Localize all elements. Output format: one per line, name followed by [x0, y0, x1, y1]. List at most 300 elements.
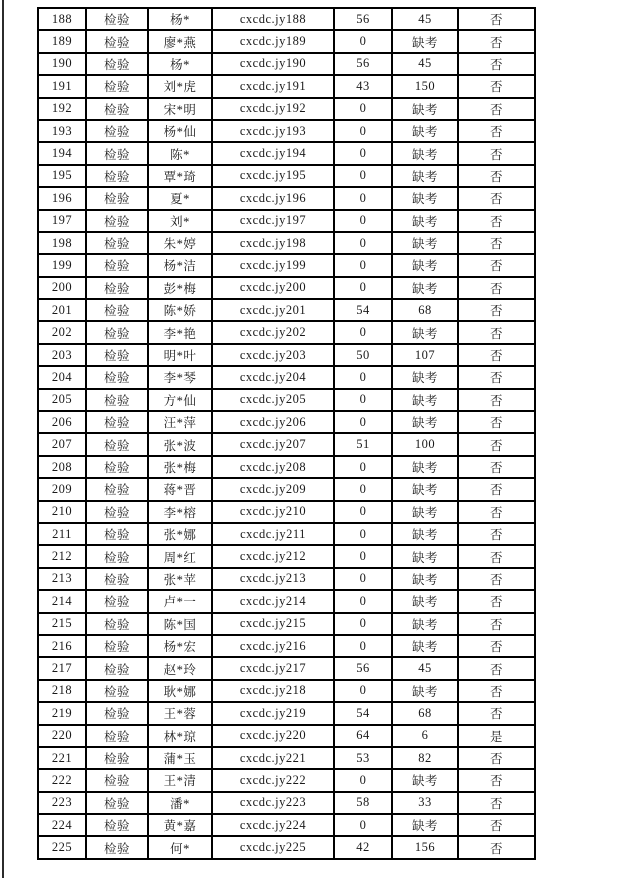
table-cell: 检验 — [86, 165, 148, 187]
table-cell: 汪*萍 — [148, 411, 212, 433]
table-cell: 缺考 — [392, 366, 458, 388]
table-cell: 检验 — [86, 8, 148, 30]
table-cell: 217 — [38, 657, 86, 679]
table-cell: 否 — [458, 366, 535, 388]
table-cell: cxcdc.jy193 — [212, 120, 334, 142]
table-cell: 是 — [458, 725, 535, 747]
table-cell: 李*琴 — [148, 366, 212, 388]
table-cell: 0 — [334, 321, 392, 343]
table-cell: 王*清 — [148, 769, 212, 791]
table-cell: 68 — [392, 702, 458, 724]
table-cell: 缺考 — [392, 769, 458, 791]
table-cell: 检验 — [86, 53, 148, 75]
table-cell: 否 — [458, 456, 535, 478]
table-cell: 156 — [392, 836, 458, 858]
table-row — [38, 411, 535, 433]
table-cell: cxcdc.jy222 — [212, 769, 334, 791]
table-cell: cxcdc.jy203 — [212, 344, 334, 366]
table-row — [38, 433, 535, 455]
table-cell: 否 — [458, 545, 535, 567]
table-cell: 否 — [458, 613, 535, 635]
table-cell: 54 — [334, 702, 392, 724]
table-cell: 0 — [334, 254, 392, 276]
table-cell: 192 — [38, 98, 86, 120]
table-cell: 缺考 — [392, 456, 458, 478]
table-cell: 193 — [38, 120, 86, 142]
table-cell: 张*苹 — [148, 568, 212, 590]
table-cell: 卢*一 — [148, 590, 212, 612]
table-cell: 刘*虎 — [148, 75, 212, 97]
table-cell: 否 — [458, 769, 535, 791]
table-cell: 否 — [458, 478, 535, 500]
table-cell: 缺考 — [392, 501, 458, 523]
table-cell: 检验 — [86, 545, 148, 567]
table-cell: 否 — [458, 814, 535, 836]
table-row — [38, 187, 535, 209]
table-cell: cxcdc.jy211 — [212, 523, 334, 545]
table-cell: 检验 — [86, 523, 148, 545]
table-row — [38, 30, 535, 52]
table-cell: 缺考 — [392, 635, 458, 657]
table-cell: 188 — [38, 8, 86, 30]
table-cell: 191 — [38, 75, 86, 97]
table-cell: 195 — [38, 165, 86, 187]
table-cell: 0 — [334, 478, 392, 500]
table-cell: 缺考 — [392, 411, 458, 433]
table-cell: 194 — [38, 142, 86, 164]
table-cell: cxcdc.jy197 — [212, 210, 334, 232]
table-cell: 检验 — [86, 299, 148, 321]
table-cell: 58 — [334, 792, 392, 814]
table-cell: cxcdc.jy221 — [212, 747, 334, 769]
table-cell: 51 — [334, 433, 392, 455]
table-cell: 否 — [458, 635, 535, 657]
table-cell: 201 — [38, 299, 86, 321]
table-cell: cxcdc.jy204 — [212, 366, 334, 388]
table-cell: 0 — [334, 411, 392, 433]
table-cell: 222 — [38, 769, 86, 791]
table-cell: 82 — [392, 747, 458, 769]
table-cell: 42 — [334, 836, 392, 858]
table-cell: 否 — [458, 792, 535, 814]
table-cell: 196 — [38, 187, 86, 209]
table-cell: 缺考 — [392, 187, 458, 209]
table-cell: 68 — [392, 299, 458, 321]
table-cell: 缺考 — [392, 165, 458, 187]
table-cell: 检验 — [86, 254, 148, 276]
table-cell: cxcdc.jy213 — [212, 568, 334, 590]
table-cell: 0 — [334, 769, 392, 791]
table-row — [38, 613, 535, 635]
table-cell: 宋*明 — [148, 98, 212, 120]
table-cell: 否 — [458, 411, 535, 433]
table-cell: 检验 — [86, 366, 148, 388]
table-cell: 0 — [334, 187, 392, 209]
table-cell: 否 — [458, 523, 535, 545]
table-cell: 缺考 — [392, 389, 458, 411]
table-cell: 56 — [334, 657, 392, 679]
page-edge-line — [2, 0, 4, 878]
table-cell: 212 — [38, 545, 86, 567]
table-cell: 否 — [458, 142, 535, 164]
table-cell: 朱*婷 — [148, 232, 212, 254]
table-cell: 张*娜 — [148, 523, 212, 545]
table-cell: 6 — [392, 725, 458, 747]
table-cell: 缺考 — [392, 523, 458, 545]
table-cell: 检验 — [86, 836, 148, 858]
table-cell: 检验 — [86, 568, 148, 590]
table-cell: 0 — [334, 680, 392, 702]
table-cell: 0 — [334, 389, 392, 411]
table-cell: 李*艳 — [148, 321, 212, 343]
results-table-body — [38, 8, 535, 859]
table-cell: 211 — [38, 523, 86, 545]
table-cell: 张*梅 — [148, 456, 212, 478]
table-cell: 检验 — [86, 590, 148, 612]
table-cell: 56 — [334, 53, 392, 75]
table-cell: 杨* — [148, 8, 212, 30]
table-cell: cxcdc.jy210 — [212, 501, 334, 523]
table-cell: 0 — [334, 30, 392, 52]
table-cell: cxcdc.jy207 — [212, 433, 334, 455]
table-cell: 杨*仙 — [148, 120, 212, 142]
table-row — [38, 456, 535, 478]
table-cell: 赵*玲 — [148, 657, 212, 679]
table-cell: 204 — [38, 366, 86, 388]
table-cell: cxcdc.jy220 — [212, 725, 334, 747]
table-cell: 214 — [38, 590, 86, 612]
table-row — [38, 321, 535, 343]
table-cell: 否 — [458, 590, 535, 612]
table-cell: 检验 — [86, 321, 148, 343]
table-cell: 203 — [38, 344, 86, 366]
table-cell: cxcdc.jy225 — [212, 836, 334, 858]
table-cell: 缺考 — [392, 478, 458, 500]
table-cell: 否 — [458, 210, 535, 232]
table-cell: 缺考 — [392, 142, 458, 164]
table-cell: 林*琼 — [148, 725, 212, 747]
table-cell: cxcdc.jy217 — [212, 657, 334, 679]
table-cell: 209 — [38, 478, 86, 500]
table-cell: 明*叶 — [148, 344, 212, 366]
table-cell: cxcdc.jy191 — [212, 75, 334, 97]
table-row — [38, 389, 535, 411]
table-cell: 陈*国 — [148, 613, 212, 635]
table-row — [38, 98, 535, 120]
table-cell: 否 — [458, 232, 535, 254]
table-cell: 0 — [334, 232, 392, 254]
table-cell: 检验 — [86, 814, 148, 836]
table-cell: 黄*嘉 — [148, 814, 212, 836]
table-cell: 缺考 — [392, 98, 458, 120]
table-cell: 检验 — [86, 747, 148, 769]
table-cell: cxcdc.jy189 — [212, 30, 334, 52]
table-cell: 检验 — [86, 120, 148, 142]
table-cell: 检验 — [86, 501, 148, 523]
table-cell: 0 — [334, 277, 392, 299]
table-cell: 224 — [38, 814, 86, 836]
table-row — [38, 702, 535, 724]
table-cell: 方*仙 — [148, 389, 212, 411]
table-cell: 检验 — [86, 433, 148, 455]
table-cell: cxcdc.jy195 — [212, 165, 334, 187]
table-cell: 45 — [392, 53, 458, 75]
table-cell: 缺考 — [392, 210, 458, 232]
table-cell: 缺考 — [392, 814, 458, 836]
table-cell: 检验 — [86, 411, 148, 433]
table-cell: 杨* — [148, 53, 212, 75]
table-cell: 李*榕 — [148, 501, 212, 523]
table-cell: 210 — [38, 501, 86, 523]
table-row — [38, 769, 535, 791]
table-cell: 覃*琦 — [148, 165, 212, 187]
table-cell: 0 — [334, 165, 392, 187]
table-cell: 检验 — [86, 725, 148, 747]
table-cell: 218 — [38, 680, 86, 702]
table-cell: 缺考 — [392, 277, 458, 299]
table-cell: 否 — [458, 165, 535, 187]
table-row — [38, 568, 535, 590]
table-cell: 215 — [38, 613, 86, 635]
table-row — [38, 747, 535, 769]
table-cell: 缺考 — [392, 613, 458, 635]
table-cell: 否 — [458, 657, 535, 679]
table-cell: cxcdc.jy205 — [212, 389, 334, 411]
table-cell: 否 — [458, 8, 535, 30]
table-row — [38, 254, 535, 276]
table-cell: 否 — [458, 389, 535, 411]
table-cell: 潘* — [148, 792, 212, 814]
table-cell: 否 — [458, 75, 535, 97]
table-cell: cxcdc.jy209 — [212, 478, 334, 500]
table-cell: 206 — [38, 411, 86, 433]
table-cell: 否 — [458, 702, 535, 724]
table-row — [38, 366, 535, 388]
table-cell: 0 — [334, 210, 392, 232]
table-cell: 0 — [334, 120, 392, 142]
table-cell: 53 — [334, 747, 392, 769]
table-cell: 0 — [334, 613, 392, 635]
table-cell: 检验 — [86, 478, 148, 500]
table-cell: 否 — [458, 187, 535, 209]
table-cell: 225 — [38, 836, 86, 858]
table-cell: 否 — [458, 836, 535, 858]
table-cell: 缺考 — [392, 590, 458, 612]
table-row — [38, 814, 535, 836]
table-cell: 否 — [458, 98, 535, 120]
table-cell: 100 — [392, 433, 458, 455]
table-cell: 否 — [458, 30, 535, 52]
table-cell: 0 — [334, 456, 392, 478]
table-cell: 否 — [458, 501, 535, 523]
table-cell: 检验 — [86, 635, 148, 657]
table-cell: 否 — [458, 680, 535, 702]
table-cell: 207 — [38, 433, 86, 455]
table-cell: 检验 — [86, 187, 148, 209]
table-cell: 43 — [334, 75, 392, 97]
table-cell: 检验 — [86, 456, 148, 478]
table-cell: 检验 — [86, 277, 148, 299]
table-cell: 0 — [334, 814, 392, 836]
table-row — [38, 165, 535, 187]
table-cell: 107 — [392, 344, 458, 366]
table-cell: 检验 — [86, 680, 148, 702]
table-row — [38, 657, 535, 679]
table-cell: 杨*宏 — [148, 635, 212, 657]
table-cell: 219 — [38, 702, 86, 724]
table-cell: cxcdc.jy223 — [212, 792, 334, 814]
table-cell: 检验 — [86, 769, 148, 791]
table-row — [38, 836, 535, 858]
results-table — [37, 7, 536, 860]
table-cell: 0 — [334, 568, 392, 590]
table-cell: 64 — [334, 725, 392, 747]
table-cell: 彭*梅 — [148, 277, 212, 299]
table-cell: 检验 — [86, 98, 148, 120]
table-cell: 王*蓉 — [148, 702, 212, 724]
table-row — [38, 545, 535, 567]
table-cell: 否 — [458, 53, 535, 75]
table-cell: 220 — [38, 725, 86, 747]
table-cell: 205 — [38, 389, 86, 411]
table-cell: 检验 — [86, 389, 148, 411]
table-cell: 耿*娜 — [148, 680, 212, 702]
table-cell: cxcdc.jy212 — [212, 545, 334, 567]
table-cell: 54 — [334, 299, 392, 321]
table-cell: 检验 — [86, 210, 148, 232]
table-cell: cxcdc.jy198 — [212, 232, 334, 254]
table-cell: 否 — [458, 321, 535, 343]
table-cell: cxcdc.jy199 — [212, 254, 334, 276]
table-row — [38, 635, 535, 657]
table-row — [38, 725, 535, 747]
table-cell: 33 — [392, 792, 458, 814]
table-cell: 廖*燕 — [148, 30, 212, 52]
table-cell: 检验 — [86, 75, 148, 97]
table-row — [38, 53, 535, 75]
table-cell: 检验 — [86, 657, 148, 679]
table-cell: 45 — [392, 8, 458, 30]
table-cell: 缺考 — [392, 232, 458, 254]
table-cell: 否 — [458, 120, 535, 142]
table-cell: 0 — [334, 501, 392, 523]
table-cell: 缺考 — [392, 680, 458, 702]
table-cell: 陈* — [148, 142, 212, 164]
table-cell: 0 — [334, 590, 392, 612]
table-cell: 197 — [38, 210, 86, 232]
table-cell: 0 — [334, 545, 392, 567]
table-row — [38, 590, 535, 612]
table-cell: 190 — [38, 53, 86, 75]
table-cell: 0 — [334, 366, 392, 388]
table-cell: 张*波 — [148, 433, 212, 455]
table-cell: cxcdc.jy194 — [212, 142, 334, 164]
table-cell: 夏* — [148, 187, 212, 209]
table-cell: 213 — [38, 568, 86, 590]
table-row — [38, 75, 535, 97]
table-cell: 0 — [334, 635, 392, 657]
table-cell: 否 — [458, 254, 535, 276]
table-cell: 检验 — [86, 232, 148, 254]
table-cell: cxcdc.jy206 — [212, 411, 334, 433]
table-cell: cxcdc.jy208 — [212, 456, 334, 478]
table-cell: 45 — [392, 657, 458, 679]
table-cell: cxcdc.jy214 — [212, 590, 334, 612]
table-row — [38, 210, 535, 232]
table-cell: cxcdc.jy192 — [212, 98, 334, 120]
table-cell: 198 — [38, 232, 86, 254]
table-row — [38, 232, 535, 254]
table-cell: cxcdc.jy219 — [212, 702, 334, 724]
table-cell: 216 — [38, 635, 86, 657]
table-cell: 否 — [458, 344, 535, 366]
table-cell: 缺考 — [392, 254, 458, 276]
table-row — [38, 792, 535, 814]
table-row — [38, 8, 535, 30]
table-cell: 检验 — [86, 142, 148, 164]
table-row — [38, 120, 535, 142]
table-cell: cxcdc.jy201 — [212, 299, 334, 321]
table-cell: cxcdc.jy196 — [212, 187, 334, 209]
table-cell: cxcdc.jy216 — [212, 635, 334, 657]
table-row — [38, 478, 535, 500]
table-cell: 0 — [334, 142, 392, 164]
table-cell: 否 — [458, 568, 535, 590]
table-cell: 杨*洁 — [148, 254, 212, 276]
table-cell: cxcdc.jy190 — [212, 53, 334, 75]
table-cell: 检验 — [86, 344, 148, 366]
table-cell: cxcdc.jy200 — [212, 277, 334, 299]
table-cell: 周*红 — [148, 545, 212, 567]
table-cell: 缺考 — [392, 545, 458, 567]
table-cell: 199 — [38, 254, 86, 276]
table-cell: 221 — [38, 747, 86, 769]
table-cell: cxcdc.jy224 — [212, 814, 334, 836]
table-cell: 150 — [392, 75, 458, 97]
table-cell: 208 — [38, 456, 86, 478]
table-cell: 检验 — [86, 702, 148, 724]
table-row — [38, 501, 535, 523]
table-cell: 0 — [334, 98, 392, 120]
table-cell: 缺考 — [392, 321, 458, 343]
table-cell: 否 — [458, 747, 535, 769]
table-cell: 缺考 — [392, 568, 458, 590]
table-cell: 否 — [458, 433, 535, 455]
table-cell: 检验 — [86, 613, 148, 635]
table-row — [38, 299, 535, 321]
table-cell: 缺考 — [392, 120, 458, 142]
table-cell: cxcdc.jy215 — [212, 613, 334, 635]
table-cell: 200 — [38, 277, 86, 299]
table-cell: 缺考 — [392, 30, 458, 52]
table-cell: 0 — [334, 523, 392, 545]
table-cell: cxcdc.jy202 — [212, 321, 334, 343]
table-cell: cxcdc.jy218 — [212, 680, 334, 702]
table-cell: 蒋*晋 — [148, 478, 212, 500]
table-cell: 223 — [38, 792, 86, 814]
table-cell: 否 — [458, 299, 535, 321]
table-cell: 50 — [334, 344, 392, 366]
table-cell: 否 — [458, 277, 535, 299]
table-cell: 刘* — [148, 210, 212, 232]
table-cell: 蒲*玉 — [148, 747, 212, 769]
table-cell: 陈*娇 — [148, 299, 212, 321]
table-cell: 检验 — [86, 792, 148, 814]
table-cell: 189 — [38, 30, 86, 52]
table-row — [38, 344, 535, 366]
table-cell: 检验 — [86, 30, 148, 52]
table-row — [38, 680, 535, 702]
